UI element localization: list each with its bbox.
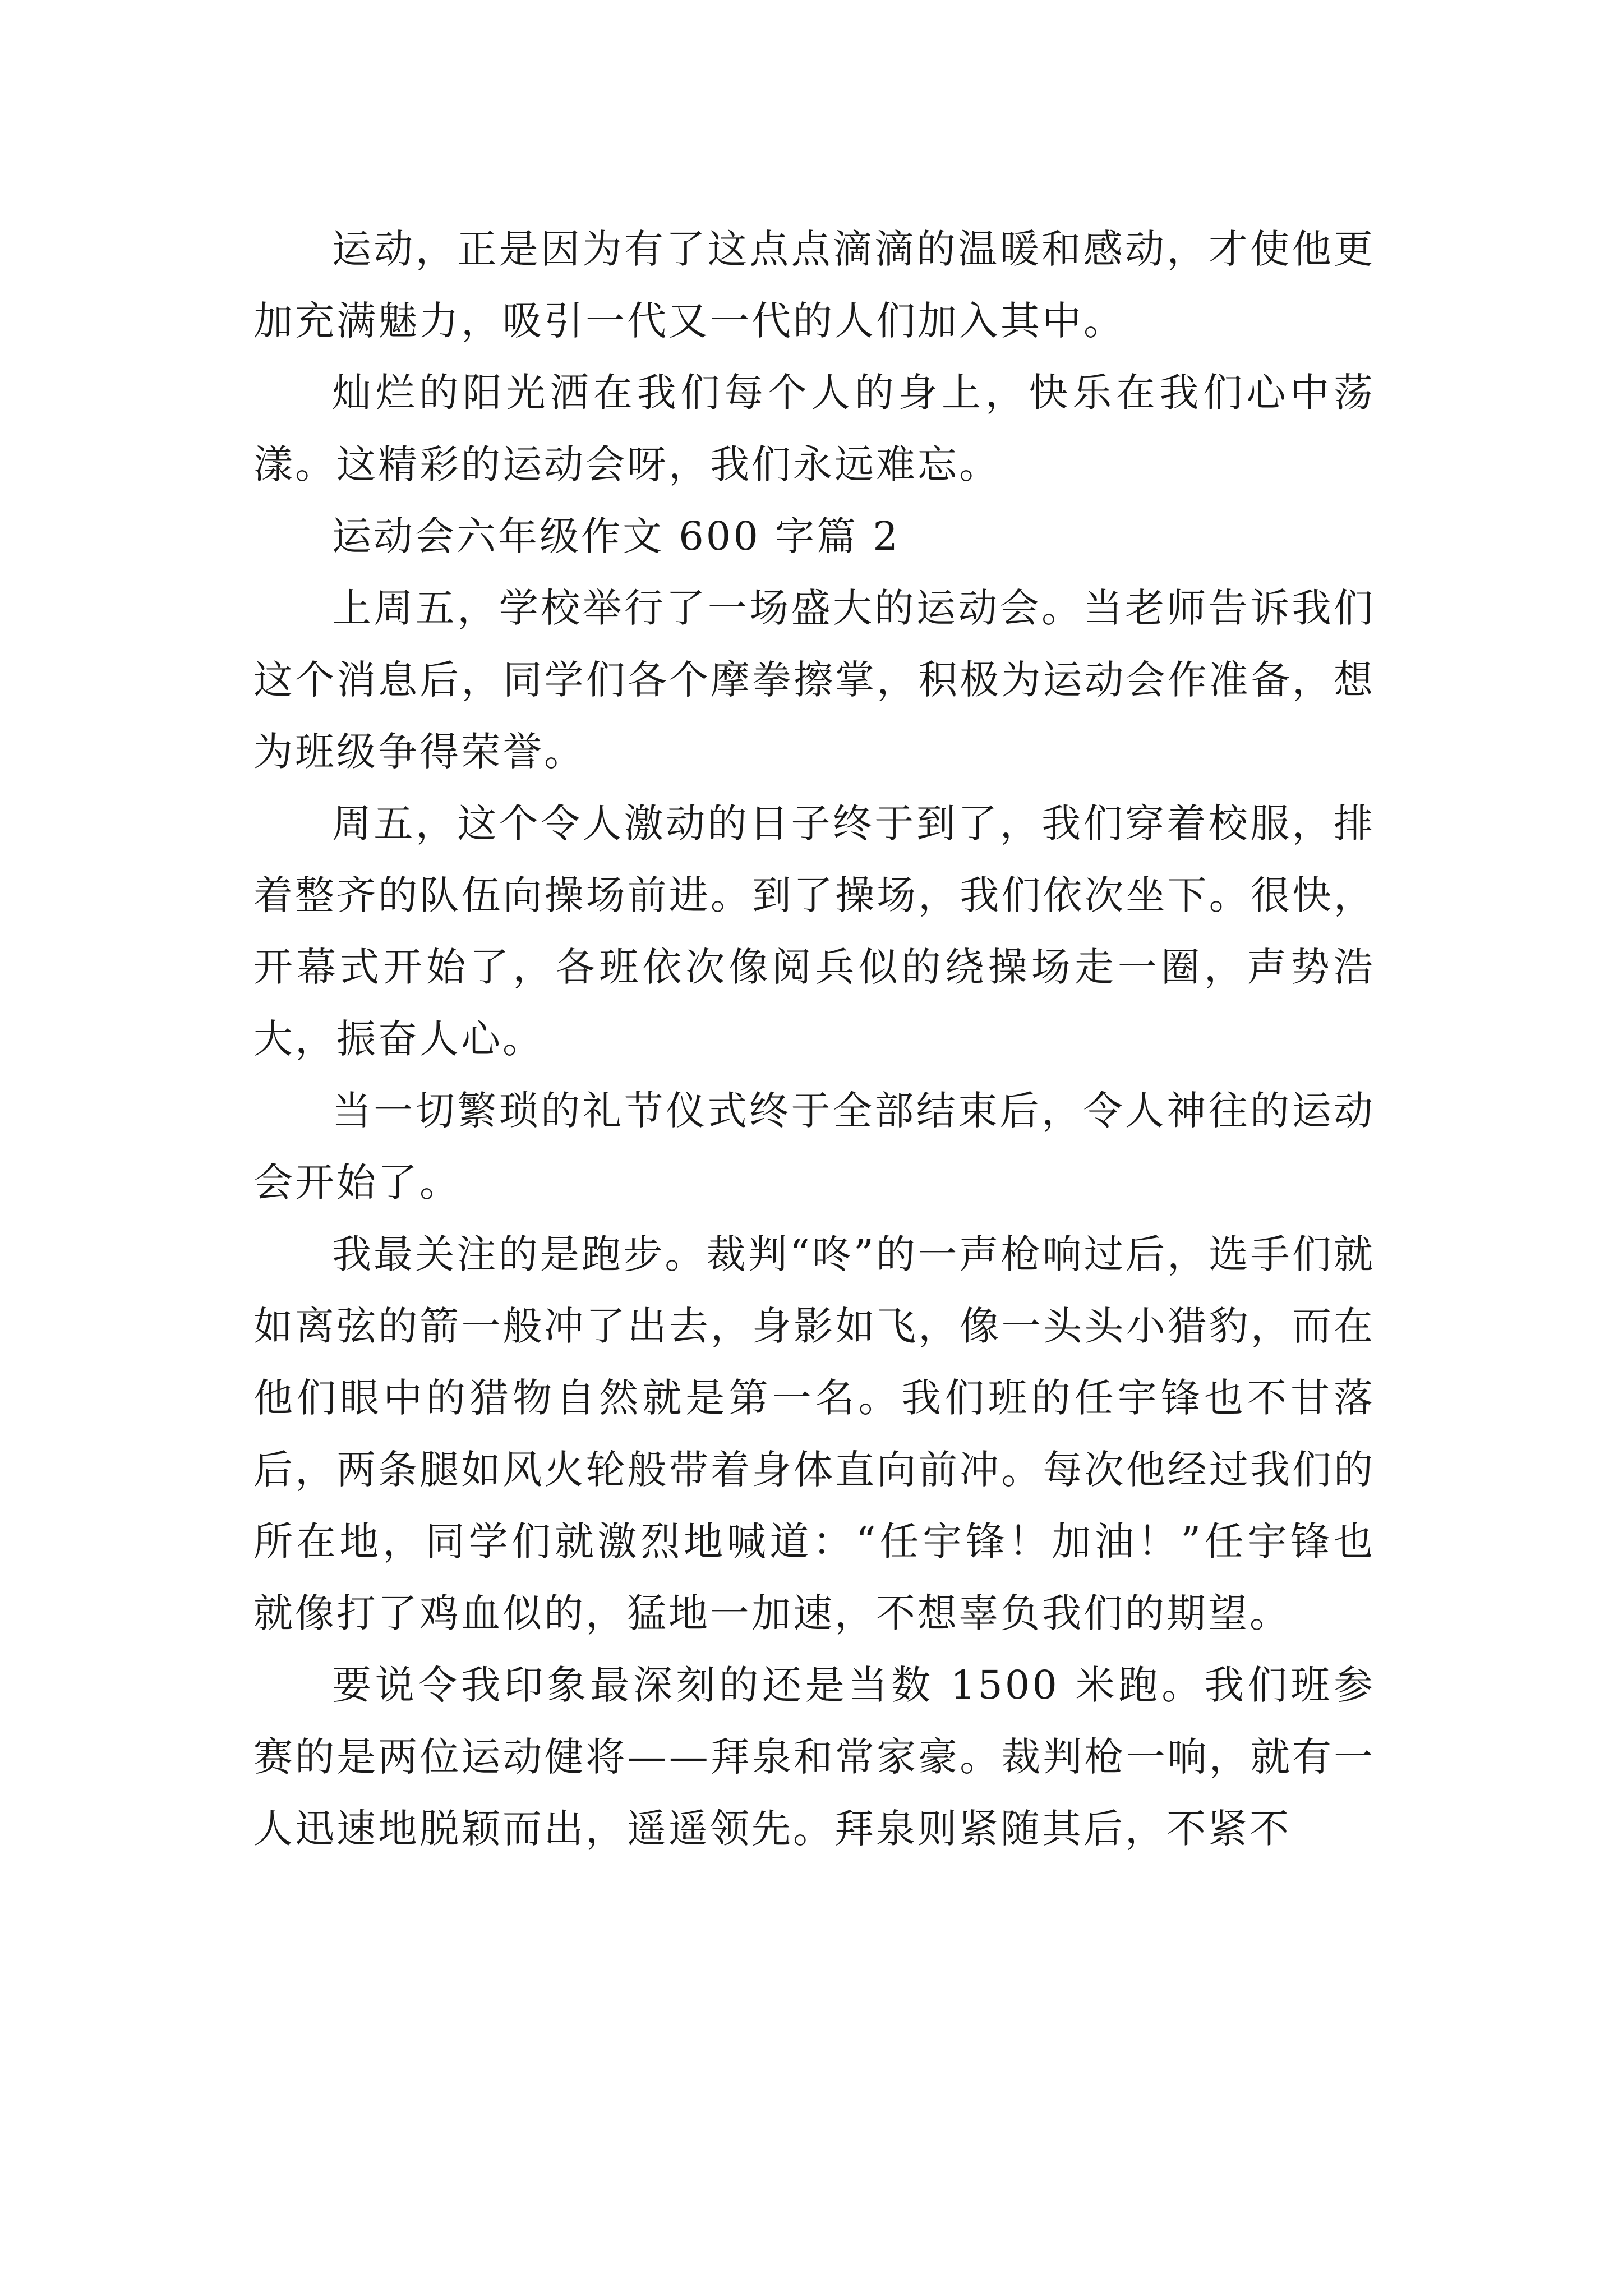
paragraph-5: 当一切繁琐的礼节仪式终于全部结束后，令人神往的运动会开始了。 bbox=[253, 1088, 1375, 1205]
section-heading: 运动会六年级作文 600 字篇 2 bbox=[332, 513, 900, 559]
paragraph-7: 要说令我印象最深刻的还是当数 1500 米跑。我们班参赛的是两位运动健将——拜泉和常家豪。裁判枪一响，就有一人迅速地脱颖而出，遥遥领先。拜泉则紧随其后，不紧不 bbox=[253, 1662, 1375, 1852]
paragraph-2: 灿烂的阳光洒在我们每个人的身上，快乐在我们心中荡漾。这精彩的运动会呀，我们永远难忘。 bbox=[253, 370, 1375, 487]
paragraph-4: 周五，这个令人激动的日子终于到了，我们穿着校服，排着整齐的队伍向操场前进。到了操场，我们依次坐下。很快，开幕式开始了，各班依次像阅兵似的绕操场走一圈，声势浩大，振奋人心。 bbox=[253, 800, 1375, 1062]
document-body bbox=[253, 213, 1375, 1865]
paragraph-3: 上周五，学校举行了一场盛大的运动会。当老师告诉我们这个消息后，同学们各个摩拳擦掌，积极为运动会作准备，想为班级争得荣誉。 bbox=[253, 585, 1375, 775]
paragraph-6: 我最关注的是跑步。裁判“咚”的一声枪响过后，选手们就如离弦的箭一般冲了出去，身影如飞，像一头头小猎豹，而在他们眼中的猎物自然就是第一名。我们班的任宇锋也不甘落后，两条腿如风火轮般带着身体直向前冲。每次他经过我们的所在地，同学们就激烈地喊道：“任宇锋！加油！”任宇锋也就像打了鸡血似的，猛地一加速，不想辜负我们的期望。 bbox=[253, 1231, 1375, 1636]
paragraph-1: 运动，正是因为有了这点点滴滴的温暖和感动，才使他更加充满魅力，吸引一代又一代的人们加入其中。 bbox=[253, 226, 1375, 344]
